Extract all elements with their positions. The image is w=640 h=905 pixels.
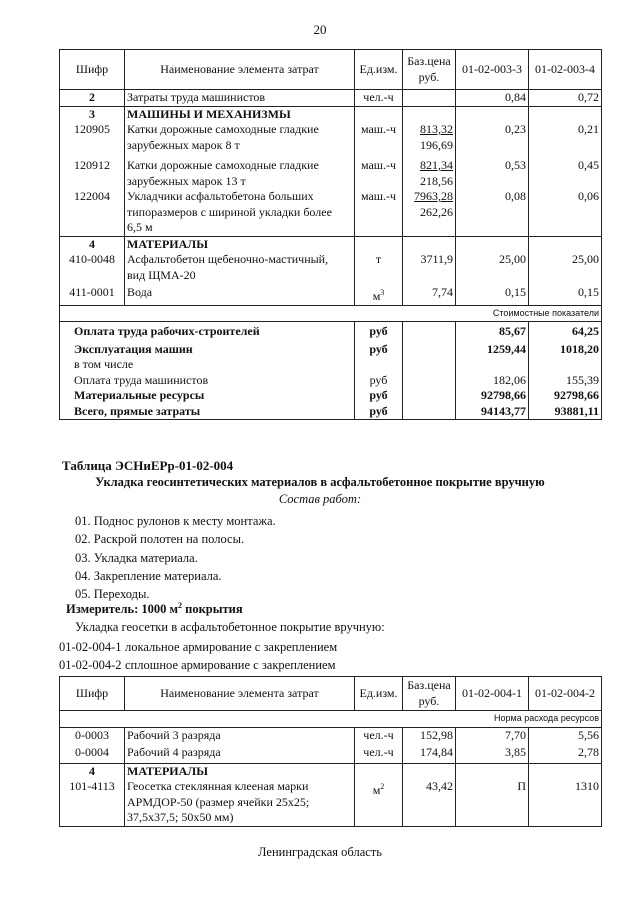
header-unit: Ед.изм. bbox=[355, 50, 403, 90]
summary-row: Оплата труда рабочих-строителей руб 85,67 64,25 bbox=[60, 322, 602, 342]
table-header bbox=[60, 50, 602, 90]
header-base-price: Баз.цена руб. bbox=[403, 677, 456, 711]
section-description: Укладка геосетки в асфальтобетонное покрытие вручную: bbox=[75, 620, 385, 634]
summary-row: Эксплуатация машин руб 1259,44 1018,20 bbox=[60, 342, 602, 358]
header-col1: 01-02-004-1 bbox=[456, 677, 529, 711]
summary-row: Всего, прямые затраты руб 94143,77 93881,11 bbox=[60, 404, 602, 420]
measure-unit: Измеритель: 1000 $м^2$ покрытия bbox=[66, 601, 243, 617]
section-title: Таблица ЭСНиЕРр-01-02-004 bbox=[62, 458, 234, 473]
section-subtitle: Укладка геосинтетических материалов в асфальтобетонное покрытие вручную bbox=[95, 475, 545, 489]
header-col1: 01-02-003-3 bbox=[456, 50, 529, 90]
variants-list bbox=[59, 638, 337, 674]
list-item: 01-02-004-2 сплошное армирование с закреплением bbox=[59, 658, 336, 672]
table-row: 2 Затраты труда машинистов чел.-ч 0,84 0,72 bbox=[60, 90, 602, 107]
header-col2: 01-02-003-4 bbox=[529, 50, 602, 90]
summary-row: Материальные ресурсы руб 92798,66 92798,66 bbox=[60, 388, 602, 404]
norm-label-row: Норма расхода ресурсов bbox=[60, 711, 602, 728]
table-row: 0-0004 Рабочий 4 разряда чел.-ч 174,84 3,85 2,78 bbox=[60, 745, 602, 763]
composition-heading: Состав работ: bbox=[278, 492, 362, 506]
page-number: 20 bbox=[313, 22, 327, 37]
resource-table-2 bbox=[59, 676, 602, 827]
section-row: 4 МАТЕРИАЛЫ bbox=[60, 236, 602, 252]
table-header bbox=[60, 677, 602, 711]
footer-region: Ленинградская область bbox=[258, 845, 382, 859]
summary-row: в том числе bbox=[60, 357, 602, 373]
resource-table-1 bbox=[59, 49, 602, 420]
table-row: 410-0048 Асфальтобетон щебеночно-мастичный, вид ЩМА-20 т 3711,9 25,00 25,00 bbox=[60, 252, 602, 285]
list-item: 03. Укладка материала. bbox=[75, 550, 198, 565]
header-code: Шифр bbox=[60, 677, 125, 711]
header-code: Шифр bbox=[60, 50, 125, 90]
list-item: 01. Поднос рулонов к месту монтажа. bbox=[75, 514, 276, 528]
header-unit: Ед.изм. bbox=[355, 677, 403, 711]
cost-label-row: Стоимостные показатели bbox=[60, 305, 602, 322]
header-base-price: Баз.цена руб. bbox=[403, 50, 456, 90]
table-row: 122004 Укладчики асфальтобетона больших типоразмеров с шириной укладки более 6,5 м маш.-ч 7963,28 262,26 0,08 0,06 bbox=[60, 189, 602, 236]
work-steps bbox=[75, 512, 276, 603]
header-col2: 01-02-004-2 bbox=[529, 677, 602, 711]
table-row: 0-0003 Рабочий 3 разряда чел.-ч 152,98 7,70 5,56 bbox=[60, 727, 602, 745]
section-row: 3 МАШИНЫ И МЕХАНИЗМЫ bbox=[60, 106, 602, 122]
list-item: 02. Раскрой полотен на полосы. bbox=[75, 532, 245, 547]
list-item: 05. Переходы. bbox=[75, 587, 150, 602]
table-row: 411-0001 Вода $м^3$ 7,74 0,15 0,15 bbox=[60, 285, 602, 305]
table-row: 101-4113 Геосетка стеклянная клееная марки АРМДОР-50 (размер ячейки 25х25; 37,5х37,5; 50х50 мм) $м^2$ 43,42 П 1310 bbox=[60, 779, 602, 826]
summary-row: Оплата труда машинистов руб 182,06 155,39 bbox=[60, 373, 602, 389]
list-item: 04. Закрепление материала. bbox=[75, 568, 222, 583]
table-row: 120905 Катки дорожные самоходные гладкие зарубежных марок 8 т маш.-ч 813,32 196,69 0,23 0,21 bbox=[60, 122, 602, 153]
header-name: Наименование элемента затрат bbox=[125, 677, 355, 711]
section-row: 4 МАТЕРИАЛЫ bbox=[60, 763, 602, 779]
header-name: Наименование элемента затрат bbox=[125, 50, 355, 90]
list-item: 01-02-004-1 локальное армирование с закреплением bbox=[59, 640, 338, 654]
table-row: 120912 Катки дорожные самоходные гладкие зарубежных марок 13 т маш.-ч 821,34 218,56 0,53 0,45 bbox=[60, 153, 602, 189]
